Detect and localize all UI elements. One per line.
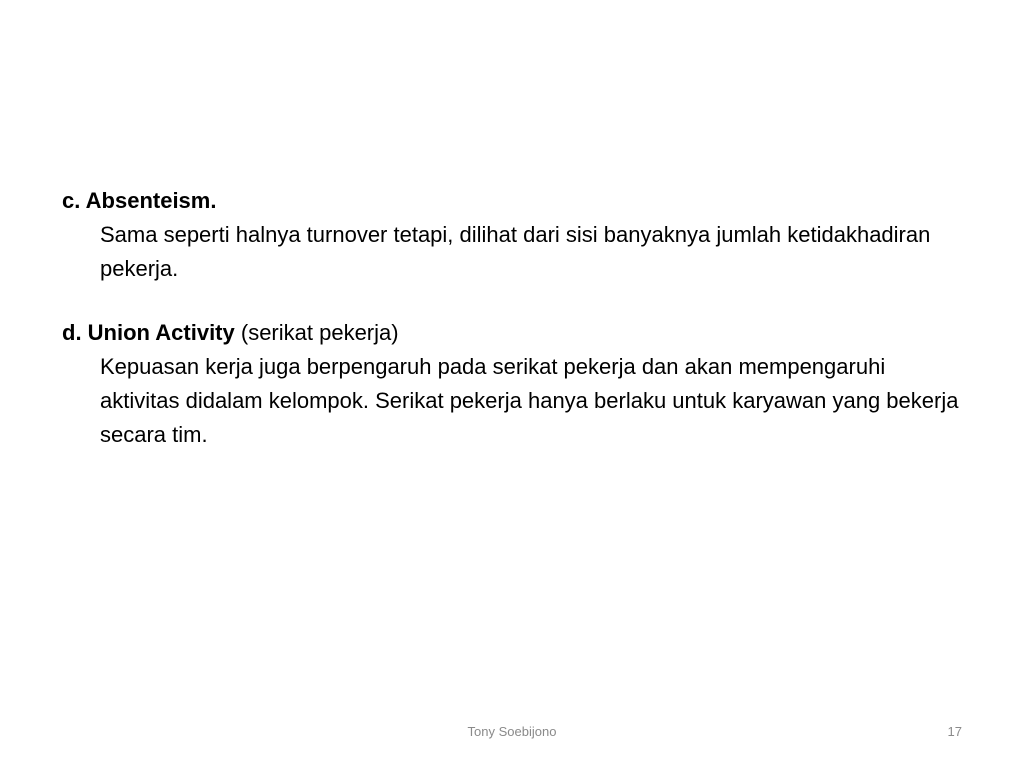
section-spacer bbox=[62, 286, 962, 316]
footer-page-number: 17 bbox=[947, 724, 962, 739]
section-heading-rest: (serikat pekerja) bbox=[234, 320, 399, 345]
section-heading-union-activity bbox=[62, 316, 962, 350]
section-heading-absenteism bbox=[62, 184, 962, 218]
section-heading-bold: c. Absenteism. bbox=[62, 188, 217, 213]
section-heading-bold: d. Union Activity bbox=[62, 320, 235, 345]
slide-content bbox=[62, 184, 962, 452]
footer-author: Tony Soebijono bbox=[467, 724, 557, 739]
section-body-union-activity: Kepuasan kerja juga berpengaruh pada serikat pekerja dan akan mempengaruhi aktivitas didalam kelompok. Serikat pekerja hanya berlaku untuk karyawan yang bekerja secara tim. bbox=[100, 354, 959, 447]
section-body-absenteism: Sama seperti halnya turnover tetapi, dilihat dari sisi banyaknya jumlah ketidakhadiran pekerja. bbox=[100, 222, 931, 281]
